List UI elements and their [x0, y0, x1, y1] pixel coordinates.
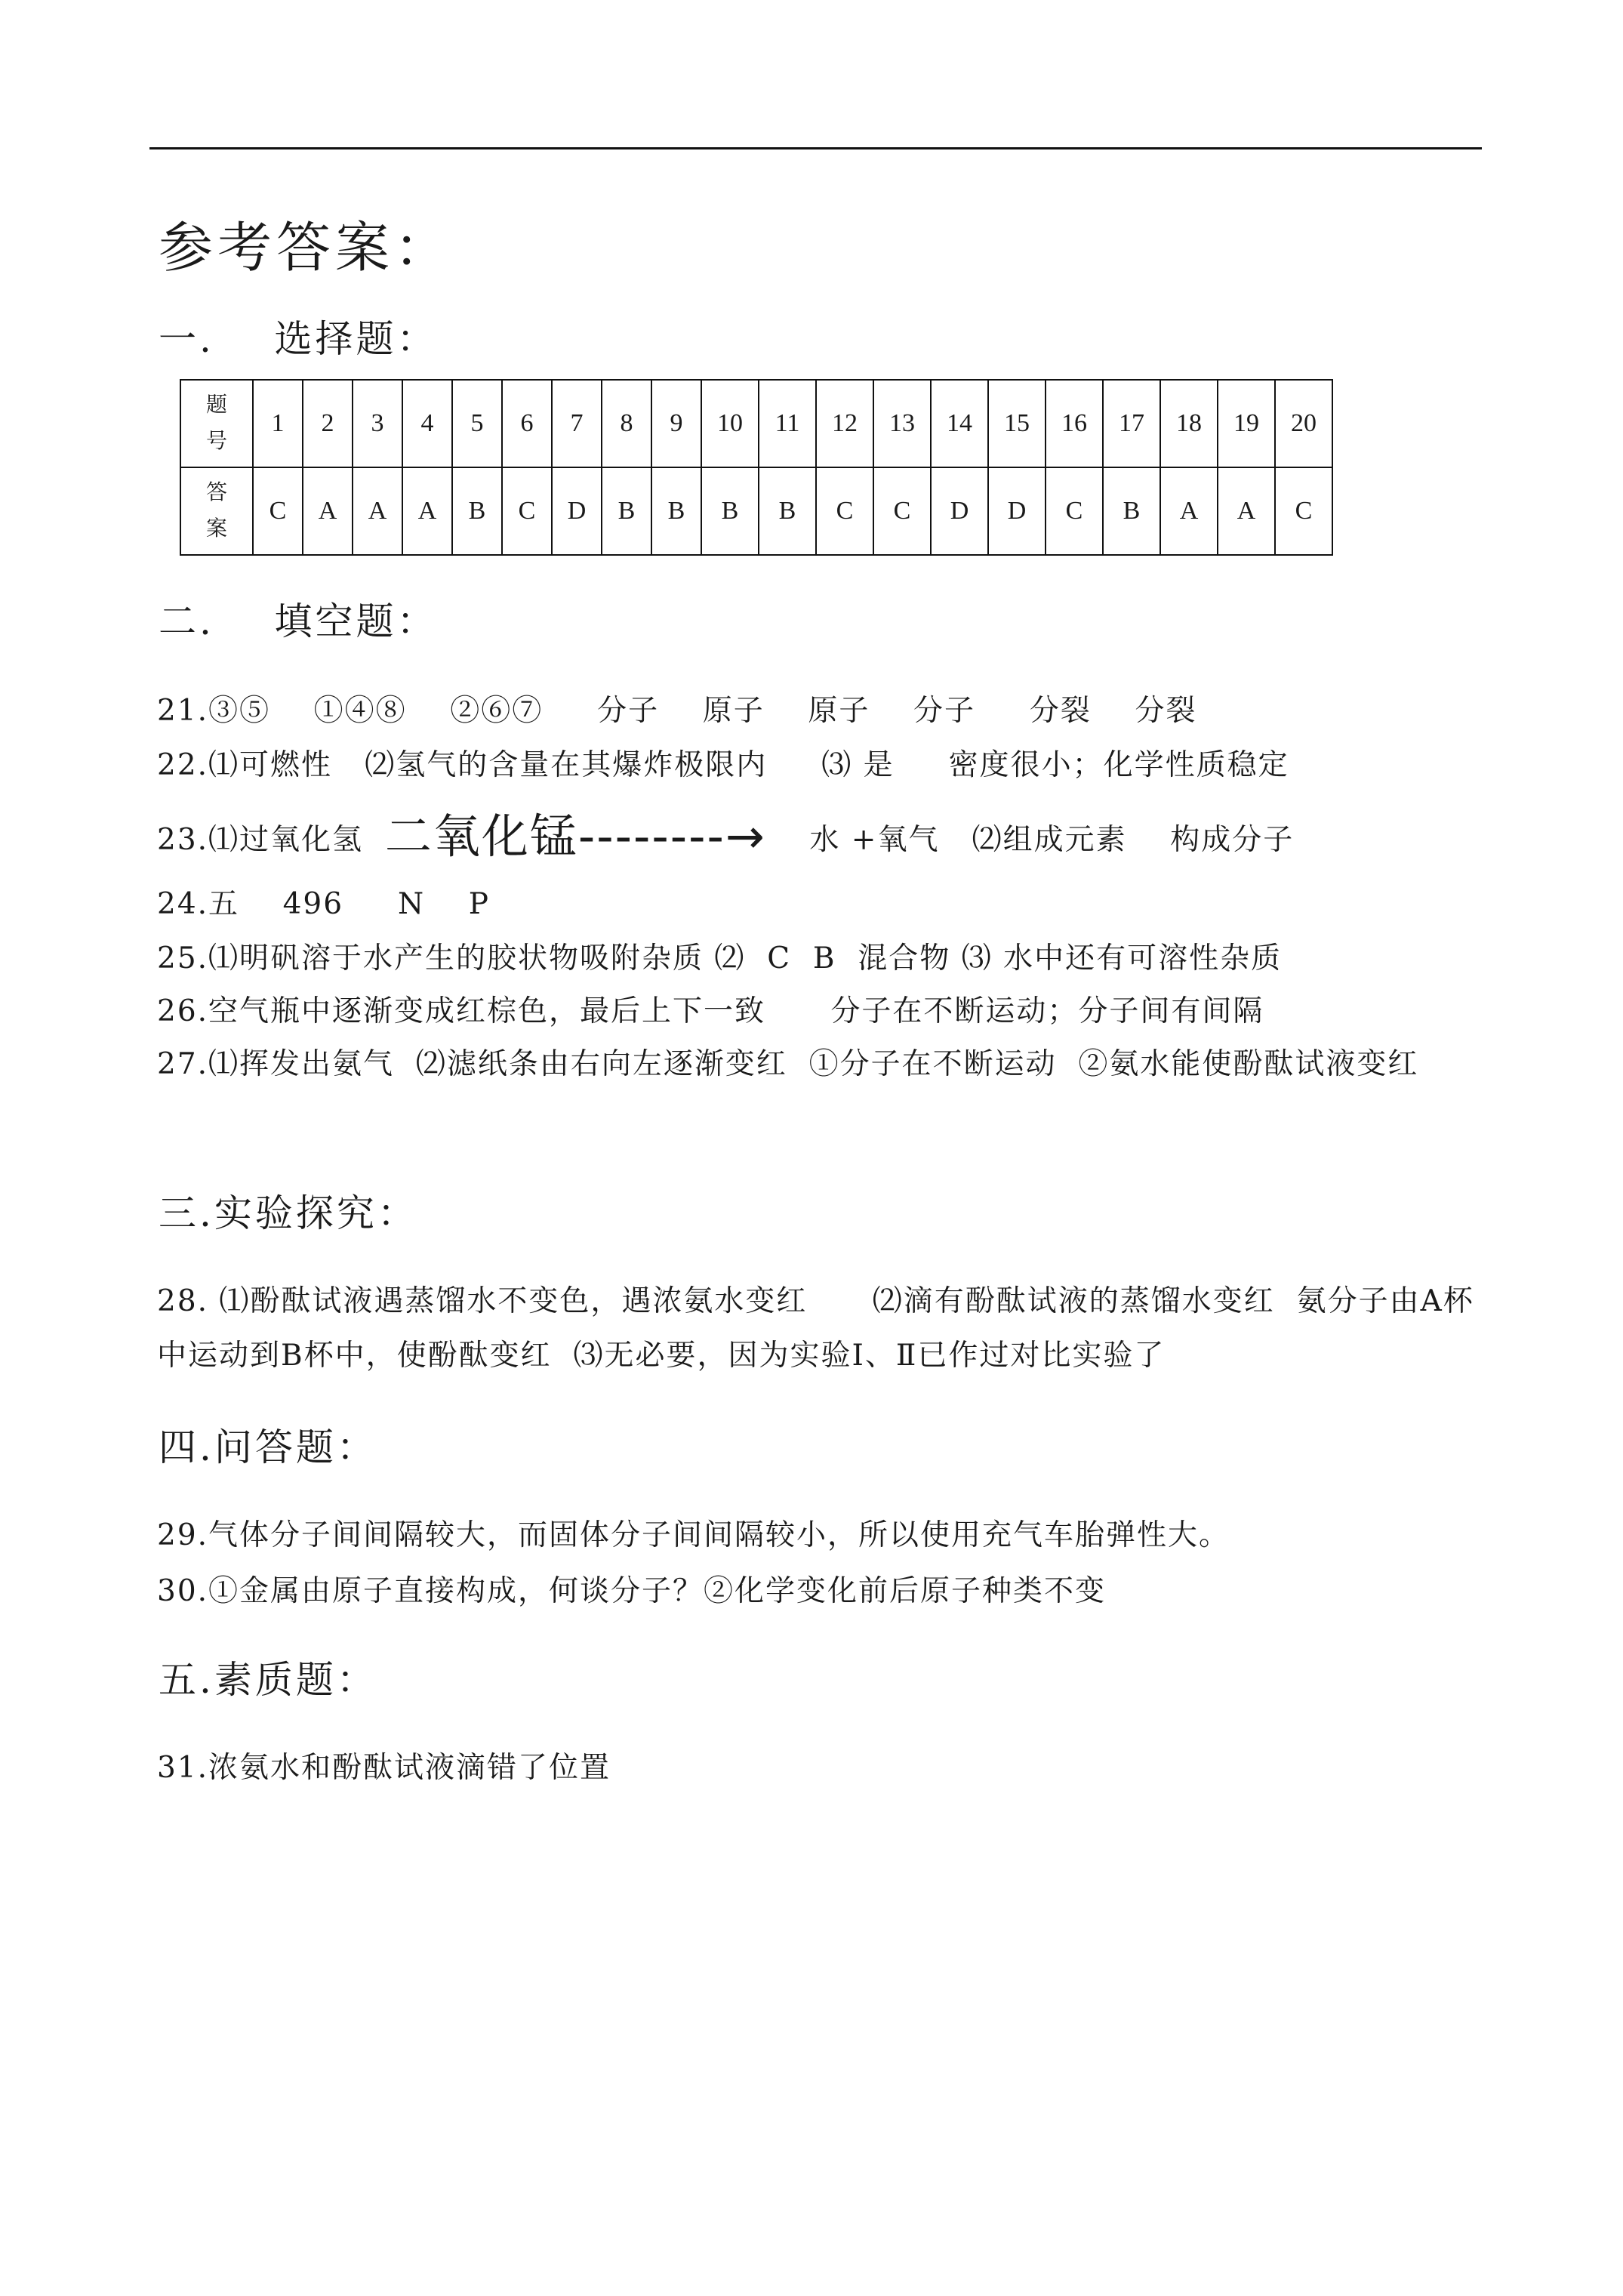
answer-23: [157, 809, 1294, 863]
answer-30: 30.①金属由原子直接构成，何谈分子？②化学变化前后原子种类不变: [157, 1574, 1107, 1608]
table-cell: D: [931, 467, 988, 555]
table-row-numbers: [180, 380, 1332, 467]
table-cell: B: [701, 467, 759, 555]
table-cell: A: [1160, 467, 1218, 555]
table-cell: 15: [988, 380, 1046, 467]
table-cell: 16: [1046, 380, 1103, 467]
table-cell: B: [452, 467, 502, 555]
table-cell: 5: [452, 380, 502, 467]
table-cell: B: [602, 467, 651, 555]
table-cell: 11: [759, 380, 816, 467]
row-head-answer: 答案: [180, 467, 253, 555]
section-heading-fill: 二. 填空题：: [159, 599, 438, 643]
catalyst-label: 二氧化锰: [384, 809, 578, 864]
table-cell: 9: [651, 380, 701, 467]
answer-23-part2: 水 +氧气 ⑵组成元素 构成分子: [765, 823, 1295, 857]
table-cell: D: [988, 467, 1046, 555]
table-cell: 8: [602, 380, 651, 467]
table-cell: 2: [303, 380, 353, 467]
table-cell: 14: [931, 380, 988, 467]
table-cell: 12: [816, 380, 873, 467]
table-cell: A: [402, 467, 452, 555]
table-cell: 18: [1160, 380, 1218, 467]
table-cell: 3: [353, 380, 402, 467]
section-heading-experiment: 三.实验探究：: [159, 1191, 418, 1235]
table-row-answers: [180, 467, 1332, 555]
table-cell: C: [873, 467, 931, 555]
answer-24: 24.五 496 N P: [157, 887, 490, 921]
table-cell: C: [253, 467, 303, 555]
table-cell: 6: [502, 380, 552, 467]
table-cell: 1: [253, 380, 303, 467]
answer-25: 25.⑴明矾溶于水产生的胶状物吸附杂质 ⑵ C B 混合物 ⑶ 水中还有可溶性杂质: [157, 942, 1283, 975]
answer-31: 31.浓氨水和酚酞试液滴错了位置: [157, 1751, 611, 1785]
answer-21: 21.③⑤ ①④⑧ ②⑥⑦ 分子 原子 原子 分子 分裂 分裂: [157, 694, 1197, 728]
table-cell: 17: [1103, 380, 1160, 467]
header-rule: [149, 147, 1482, 149]
table-cell: 19: [1218, 380, 1275, 467]
answer-29: 29.气体分子间间隔较大，而固体分子间间隔较小，所以使用充气车胎弹性大。: [157, 1518, 1230, 1552]
answer-28: [157, 1274, 1493, 1383]
section-heading-qa: 四.问答题：: [159, 1425, 377, 1469]
section-heading-choice: 一. 选择题：: [159, 317, 438, 361]
table-cell: 10: [701, 380, 759, 467]
section-heading-quality: 五.素质题：: [159, 1658, 377, 1702]
table-cell: C: [816, 467, 873, 555]
answer-22: 22.⑴可燃性 ⑵氢气的含量在其爆炸极限内 ⑶ 是 密度很小；化学性质稳定: [157, 748, 1289, 782]
answer-26: 26.空气瓶中逐渐变成红棕色，最后上下一致 分子在不断运动；分子间有间隔: [157, 994, 1264, 1028]
reaction-arrow: --------→: [577, 809, 766, 864]
table-cell: 7: [552, 380, 602, 467]
answer-28-text: 28. ⑴酚酞试液遇蒸馏水不变色，遇浓氨水变红 ⑵滴有酚酞试液的蒸馏水变红 氨分子由A杯中运动到B杯中，使酚酞变红 ⑶无必要，因为实验Ⅰ、Ⅱ已作过对比实验了: [157, 1284, 1474, 1373]
table-cell: A: [353, 467, 402, 555]
table-cell: C: [1275, 467, 1332, 555]
table-cell: A: [303, 467, 353, 555]
table-cell: C: [1046, 467, 1103, 555]
table-cell: B: [1103, 467, 1160, 555]
table-cell: A: [1218, 467, 1275, 555]
table-cell: 4: [402, 380, 452, 467]
table-cell: D: [552, 467, 602, 555]
row-head-number: 题号: [180, 380, 253, 467]
table-cell: 20: [1275, 380, 1332, 467]
answer-23-part1: 23.⑴过氧化氢: [157, 823, 385, 857]
answer-27: [157, 1037, 1493, 1092]
table-cell: B: [759, 467, 816, 555]
answer-table: [180, 379, 1333, 556]
table-cell: B: [651, 467, 701, 555]
page-title: 参考答案：: [159, 216, 454, 279]
table-cell: 13: [873, 380, 931, 467]
table-cell: C: [502, 467, 552, 555]
answer-27-text: 27.⑴挥发出氨气 ⑵滤纸条由右向左逐渐变红 ①分子在不断运动 ②氨水能使酚酞试液变红: [157, 1047, 1419, 1081]
